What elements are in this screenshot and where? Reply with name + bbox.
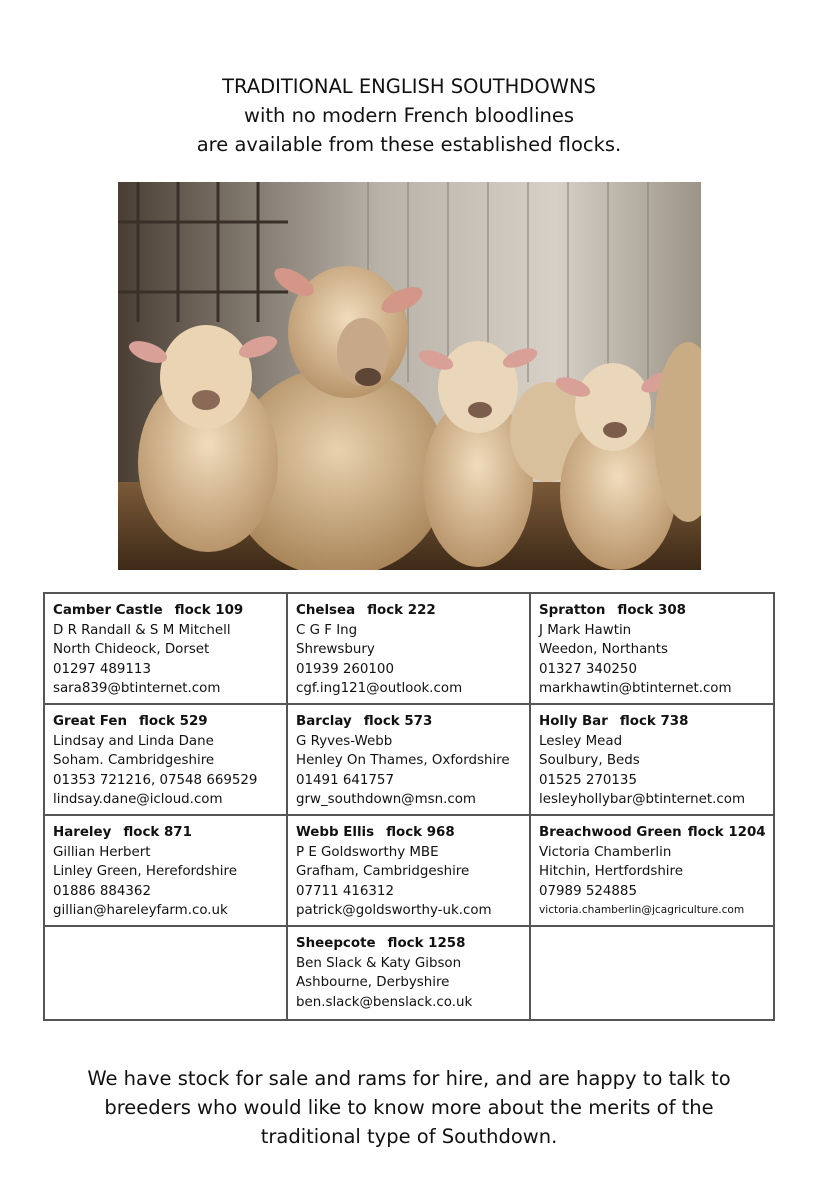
flock-location: Henley On Thames, Oxfordshire <box>296 753 510 769</box>
flock-email: markhawtin@btinternet.com <box>539 681 732 697</box>
flock-owner: P E Goldsworthy MBE <box>296 844 439 860</box>
flock-title <box>53 601 282 621</box>
flock-cell <box>287 593 530 704</box>
flock-number: flock 1258 <box>387 935 466 951</box>
flock-number: flock 1204 <box>687 824 766 840</box>
flock-owner: Lindsay and Linda Dane <box>53 733 214 749</box>
flock-name: Great Fen <box>53 713 127 729</box>
heading-line-1: TRADITIONAL ENGLISH SOUTHDOWNS <box>222 75 596 98</box>
flock-name: Sheepcote <box>296 935 376 951</box>
flock-cell <box>530 593 774 704</box>
page-heading <box>0 72 818 159</box>
flock-location: Ashbourne, Derbyshire <box>296 975 450 991</box>
flock-title <box>53 823 282 843</box>
flock-location: Shrewsbury <box>296 642 375 658</box>
flock-number: flock 573 <box>363 713 433 729</box>
sheep-photo <box>118 182 701 570</box>
flock-number: flock 222 <box>367 603 436 618</box>
flock-owner: C G F Ing <box>296 622 358 638</box>
footer-line-1: We have stock for sale and rams for hire, and are happy to talk to <box>87 1067 731 1090</box>
flock-name: Camber Castle <box>53 603 163 618</box>
flock-name: Barclay <box>296 713 352 729</box>
flock-phone: 07711 416312 <box>296 883 394 899</box>
flock-cell <box>287 926 530 1020</box>
flock-title <box>296 823 525 843</box>
heading-line-3: are available from these established flocks. <box>196 133 622 156</box>
flock-email: patrick@goldsworthy-uk.com <box>296 903 492 919</box>
flock-number: flock 529 <box>139 713 208 729</box>
flock-number: flock 738 <box>619 713 689 729</box>
flock-phone: 01491 641757 <box>296 772 394 788</box>
flock-owner: Victoria Chamberlin <box>539 844 672 860</box>
flock-email: victoria.chamberlin@jcagriculture.com <box>539 904 745 917</box>
flock-name: Chelsea <box>296 603 356 618</box>
flock-number: flock 968 <box>386 824 455 840</box>
flock-cell <box>287 704 530 815</box>
flock-title <box>539 823 769 843</box>
flock-owner: Gillian Herbert <box>53 844 151 860</box>
flock-phone: 01327 340250 <box>539 661 637 677</box>
flock-title <box>296 712 525 732</box>
flock-name: Webb Ellis <box>296 824 375 840</box>
table-row <box>44 926 774 1020</box>
flock-phone: 01297 489113 <box>53 661 151 677</box>
flock-number: flock 871 <box>123 824 192 840</box>
flock-name: Breachwood Green <box>539 824 682 840</box>
flock-email: gillian@hareleyfarm.co.uk <box>53 903 228 919</box>
flock-location: North Chideock, Dorset <box>53 642 210 658</box>
flock-name: Holly Bar <box>539 713 608 729</box>
flock-owner: J Mark Hawtin <box>539 622 632 638</box>
flock-cell <box>287 815 530 926</box>
flock-name: Spratton <box>539 603 606 618</box>
flock-number: flock 109 <box>174 603 244 618</box>
footer-line-3: traditional type of Southdown. <box>260 1125 558 1148</box>
flock-owner: G Ryves-Webb <box>296 733 393 749</box>
flock-owner: Lesley Mead <box>539 733 623 749</box>
flock-email: grw_southdown@msn.com <box>296 792 476 808</box>
flock-phone: 01886 884362 <box>53 883 151 899</box>
flock-cell <box>44 593 287 704</box>
flock-email: cgf.ing121@outlook.com <box>296 681 463 697</box>
flock-location: Weedon, Northants <box>539 642 668 658</box>
flock-location: Grafham, Cambridgeshire <box>296 864 470 880</box>
table-row <box>44 815 774 926</box>
empty-cell <box>530 926 774 1020</box>
flocks-table <box>43 592 775 1021</box>
flock-phone: 01939 260100 <box>296 661 394 677</box>
empty-cell <box>44 926 287 1020</box>
flock-email: lesleyhollybar@btinternet.com <box>539 792 746 808</box>
page-footer <box>0 1064 818 1151</box>
flock-name: Hareley <box>53 824 112 840</box>
flock-location: Soulbury, Beds <box>539 753 640 769</box>
flock-title <box>296 601 525 621</box>
flock-location: Linley Green, Herefordshire <box>53 864 237 880</box>
sheep-photo-illustration <box>118 182 701 570</box>
flock-title <box>539 712 769 732</box>
table-row <box>44 704 774 815</box>
flock-title <box>296 934 525 954</box>
heading-line-2: with no modern French bloodlines <box>244 104 574 127</box>
flock-title <box>539 601 769 621</box>
flock-phone: 01353 721216, 07548 669529 <box>53 772 258 788</box>
flock-location: Hitchin, Hertfordshire <box>539 864 683 880</box>
flock-phone: 01525 270135 <box>539 772 637 788</box>
flock-email: ben.slack@benslack.co.uk <box>296 994 473 1010</box>
flock-cell <box>530 815 774 926</box>
flock-title <box>53 712 282 732</box>
flock-location: Soham. Cambridgeshire <box>53 753 215 769</box>
flock-owner: Ben Slack & Katy Gibson <box>296 955 462 971</box>
flock-cell <box>44 704 287 815</box>
flock-number: flock 308 <box>617 603 686 618</box>
flock-cell <box>44 815 287 926</box>
table-row <box>44 593 774 704</box>
flock-email: lindsay.dane@icloud.com <box>53 792 223 808</box>
flock-phone: 07989 524885 <box>539 883 637 899</box>
flock-email: sara839@btinternet.com <box>53 681 221 697</box>
flock-owner: D R Randall & S M Mitchell <box>53 622 231 638</box>
flock-cell <box>530 704 774 815</box>
footer-line-2: breeders who would like to know more about the merits of the <box>104 1096 714 1119</box>
